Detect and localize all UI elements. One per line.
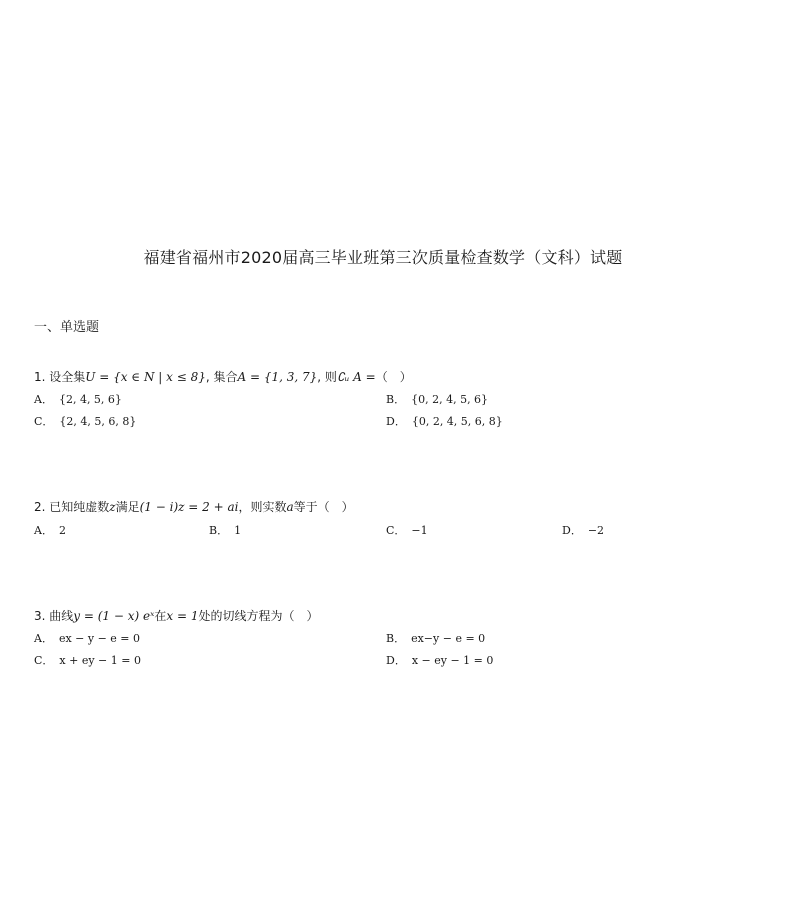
option-text: −1	[411, 524, 428, 537]
option-text: {2, 4, 5, 6}	[58, 393, 122, 406]
question-2-text-end: 等于（ ）	[293, 500, 354, 514]
option-letter: C．	[34, 654, 54, 667]
option-text: ex − y − e = 0	[58, 632, 141, 645]
option-letter: A．	[34, 632, 53, 645]
question-1-text-mid-2: , 则	[317, 370, 337, 384]
question-2-option-a[interactable]	[34, 522, 66, 538]
option-text: ex−y − e = 0	[411, 632, 486, 645]
option-text: {2, 4, 5, 6, 8}	[59, 415, 137, 428]
question-3-text-mid-2: 处的切线方程为（ ）	[198, 609, 319, 623]
option-letter: B．	[209, 524, 229, 537]
question-1-option-a[interactable]	[34, 391, 122, 407]
option-text: 2	[58, 524, 66, 537]
question-3-option-c[interactable]	[34, 652, 141, 668]
question-2-text: 2. 已知纯虚数	[34, 500, 110, 514]
question-3-option-b[interactable]	[386, 630, 485, 646]
question-1-option-d[interactable]	[386, 413, 503, 429]
question-1-option-c[interactable]	[34, 413, 136, 429]
question-3-math: y = (1 − x) eˣ	[73, 609, 155, 623]
page-title: 福建省福州市2020届高三毕业班第三次质量检查数学（文科）试题	[143, 248, 623, 267]
section-heading: 一、单选题	[34, 320, 100, 335]
question-1-math-2: A = {1, 3, 7}	[237, 370, 318, 384]
question-2-text-mid: 满足	[115, 500, 140, 514]
question-1-math-3: ∁ᵤ A =	[336, 370, 376, 384]
question-1-text-mid: , 集合	[205, 370, 238, 384]
question-1-stem	[34, 368, 412, 385]
question-1-math: U = {x ∈ N | x ≤ 8}	[85, 370, 206, 384]
option-text: 1	[234, 524, 242, 537]
question-3-option-a[interactable]	[34, 630, 140, 646]
option-letter: A．	[34, 393, 53, 406]
question-2-option-c[interactable]	[386, 522, 428, 538]
option-text: −2	[587, 524, 605, 537]
question-3-text-mid: 在	[154, 609, 167, 623]
option-letter: A．	[34, 524, 53, 537]
question-3-text: 3. 曲线	[34, 609, 74, 623]
question-1-option-b[interactable]	[386, 391, 488, 407]
option-text: x − ey − 1 = 0	[411, 654, 494, 667]
question-3-math-2: x = 1	[166, 609, 199, 623]
option-letter: B．	[386, 632, 406, 645]
question-2-math-2: (1 − i)z = 2 + ai	[139, 500, 239, 514]
option-letter: D．	[386, 654, 406, 667]
question-2-stem	[34, 498, 354, 515]
option-text: {0, 2, 4, 5, 6}	[411, 393, 489, 406]
option-letter: D．	[562, 524, 582, 537]
option-text: {0, 2, 4, 5, 6, 8}	[411, 415, 503, 428]
option-letter: B．	[386, 393, 406, 406]
question-1-text-end: （ ）	[375, 370, 412, 384]
option-text: x + ey − 1 = 0	[59, 654, 141, 667]
option-letter: C．	[386, 524, 406, 537]
question-2-option-d[interactable]	[562, 522, 604, 538]
question-3-stem	[34, 607, 318, 624]
question-2-math-3: a	[286, 500, 294, 514]
question-3-option-d[interactable]	[386, 652, 493, 668]
option-letter: D．	[386, 415, 406, 428]
question-2-text-mid-2: ，则实数	[238, 500, 287, 514]
option-letter: C．	[34, 415, 54, 428]
question-2-option-b[interactable]	[209, 522, 241, 538]
question-2-math: z	[109, 500, 116, 514]
question-1-text: 1. 设全集	[34, 370, 86, 384]
